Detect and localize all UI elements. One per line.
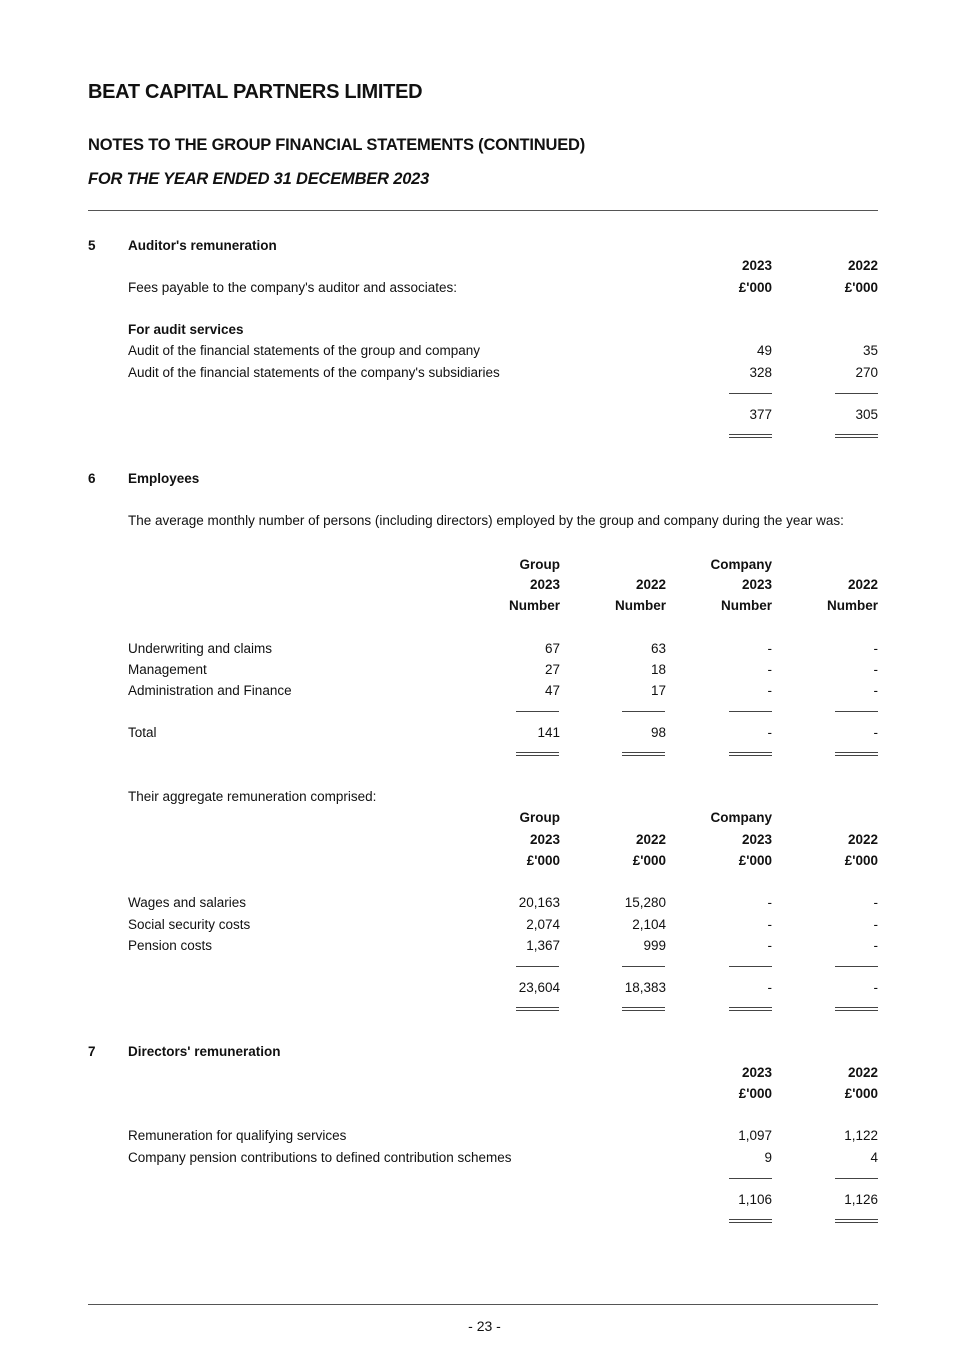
table-row-label: Pension costs — [128, 938, 213, 953]
note5-number: 5 — [88, 238, 96, 253]
page-number: - 23 - — [468, 1318, 501, 1334]
notes-title: NOTES TO THE GROUP FINANCIAL STATEMENTS (CONTINUED) — [88, 136, 586, 154]
note7-col-unit-2022: £'000 — [844, 1086, 878, 1101]
headcount-year: 2022 — [635, 577, 666, 592]
table-row-label: Management — [128, 662, 207, 677]
remuneration-unit: £'000 — [526, 853, 560, 868]
remuneration-total: 18,383 — [624, 980, 666, 995]
footer-divider — [88, 1304, 878, 1305]
table-cell: 1,367 — [526, 938, 560, 953]
total-double-rule — [729, 434, 772, 438]
table-cell: 27 — [544, 662, 560, 677]
table-cell: 63 — [650, 641, 666, 656]
subtotal-rule — [835, 393, 878, 394]
headcount-total: - — [873, 725, 878, 740]
subtotal-rule — [729, 966, 772, 967]
note7-col-year-2022: 2022 — [847, 1065, 878, 1080]
table-cell: 35 — [862, 343, 878, 358]
note7-title: Directors' remuneration — [128, 1044, 281, 1059]
table-cell: 9 — [764, 1150, 772, 1165]
header-divider — [88, 210, 878, 211]
note5-title: Auditor's remuneration — [128, 238, 277, 253]
note5-subheading: For audit services — [128, 322, 244, 337]
table-cell: - — [873, 662, 878, 677]
remuneration-company-label: Company — [710, 810, 772, 825]
total-double-rule — [835, 1007, 878, 1011]
table-cell: - — [873, 895, 878, 910]
remuneration-total: - — [873, 980, 878, 995]
table-cell: 270 — [855, 365, 878, 380]
remuneration-unit: £'000 — [844, 853, 878, 868]
total-double-rule — [835, 1219, 878, 1223]
note7-total-2023: 1,106 — [738, 1192, 772, 1207]
remuneration-total: - — [767, 980, 772, 995]
note7-col-year-2023: 2023 — [741, 1065, 772, 1080]
total-double-rule — [729, 1007, 772, 1011]
headcount-unit: Number — [720, 598, 772, 613]
total-double-rule — [622, 1007, 665, 1011]
note7-col-unit-2023: £'000 — [738, 1086, 772, 1101]
table-row-label: Underwriting and claims — [128, 641, 273, 656]
table-cell: - — [873, 641, 878, 656]
note5-intro: Fees payable to the company's auditor and associates: — [128, 280, 458, 295]
subtotal-rule — [729, 711, 772, 712]
table-cell: - — [767, 938, 772, 953]
table-cell: - — [767, 641, 772, 656]
table-row-label: Social security costs — [128, 917, 251, 932]
remuneration-year: 2022 — [847, 832, 878, 847]
table-cell: 4 — [870, 1150, 878, 1165]
table-cell: 20,163 — [518, 895, 560, 910]
total-double-rule — [622, 752, 665, 756]
note5-col-year-2023: 2023 — [741, 258, 772, 273]
headcount-unit: Number — [614, 598, 666, 613]
table-cell: 17 — [650, 683, 666, 698]
company-name: BEAT CAPITAL PARTNERS LIMITED — [88, 81, 423, 103]
remuneration-unit: £'000 — [632, 853, 666, 868]
remuneration-year: 2023 — [529, 832, 560, 847]
remuneration-year: 2022 — [635, 832, 666, 847]
table-cell: 18 — [650, 662, 666, 677]
table-cell: - — [873, 683, 878, 698]
table-cell: - — [767, 662, 772, 677]
table-cell: 2,074 — [526, 917, 560, 932]
period-subtitle: FOR THE YEAR ENDED 31 DECEMBER 2023 — [88, 170, 430, 188]
headcount-total: - — [767, 725, 772, 740]
table-cell: 67 — [544, 641, 560, 656]
headcount-total-label: Total — [128, 725, 157, 740]
headcount-year: 2023 — [529, 577, 560, 592]
total-double-rule — [516, 1007, 559, 1011]
remuneration-total: 23,604 — [518, 980, 560, 995]
remuneration-intro: Their aggregate remuneration comprised: — [128, 789, 377, 804]
subtotal-rule — [729, 1178, 772, 1179]
note5-total-2022: 305 — [855, 407, 878, 422]
note5-col-unit-2023: £'000 — [738, 280, 772, 295]
total-double-rule — [729, 1219, 772, 1223]
table-cell: 328 — [749, 365, 772, 380]
note6-intro: The average monthly number of persons (including directors) employed by the group and company during the year was: — [128, 513, 844, 528]
table-cell: 2,104 — [632, 917, 666, 932]
subtotal-rule — [835, 966, 878, 967]
table-cell: - — [873, 917, 878, 932]
note5-total-2023: 377 — [749, 407, 772, 422]
headcount-unit: Number — [508, 598, 560, 613]
table-cell: - — [767, 895, 772, 910]
remuneration-group-label: Group — [519, 810, 560, 825]
table-row-label: Audit of the financial statements of the group and company — [128, 343, 480, 358]
headcount-group-label: Group — [519, 557, 560, 572]
note7-number: 7 — [88, 1044, 96, 1059]
note5-col-year-2022: 2022 — [847, 258, 878, 273]
table-cell: 15,280 — [624, 895, 666, 910]
headcount-total: 141 — [537, 725, 560, 740]
headcount-company-label: Company — [710, 557, 772, 572]
table-row-label: Wages and salaries — [128, 895, 247, 910]
remuneration-year: 2023 — [741, 832, 772, 847]
total-double-rule — [729, 752, 772, 756]
subtotal-rule — [622, 711, 665, 712]
total-double-rule — [516, 752, 559, 756]
headcount-unit: Number — [826, 598, 878, 613]
total-double-rule — [835, 752, 878, 756]
total-double-rule — [835, 434, 878, 438]
headcount-year: 2022 — [847, 577, 878, 592]
table-cell: 999 — [643, 938, 666, 953]
note6-title: Employees — [128, 471, 200, 486]
subtotal-rule — [516, 711, 559, 712]
headcount-year: 2023 — [741, 577, 772, 592]
subtotal-rule — [729, 393, 772, 394]
table-cell: 47 — [544, 683, 560, 698]
table-cell: 1,097 — [738, 1128, 772, 1143]
headcount-total: 98 — [650, 725, 666, 740]
table-cell: - — [873, 938, 878, 953]
subtotal-rule — [622, 966, 665, 967]
note6-number: 6 — [88, 471, 96, 486]
table-row-label: Remuneration for qualifying services — [128, 1128, 347, 1143]
subtotal-rule — [835, 1178, 878, 1179]
table-row-label: Administration and Finance — [128, 683, 292, 698]
table-cell: 1,122 — [844, 1128, 878, 1143]
table-row-label: Company pension contributions to defined contribution schemes — [128, 1150, 512, 1165]
subtotal-rule — [516, 966, 559, 967]
table-row-label: Audit of the financial statements of the company's subsidiaries — [128, 365, 500, 380]
table-cell: - — [767, 917, 772, 932]
table-cell: 49 — [756, 343, 772, 358]
note7-total-2022: 1,126 — [844, 1192, 878, 1207]
subtotal-rule — [835, 711, 878, 712]
table-cell: - — [767, 683, 772, 698]
remuneration-unit: £'000 — [738, 853, 772, 868]
note5-col-unit-2022: £'000 — [844, 280, 878, 295]
